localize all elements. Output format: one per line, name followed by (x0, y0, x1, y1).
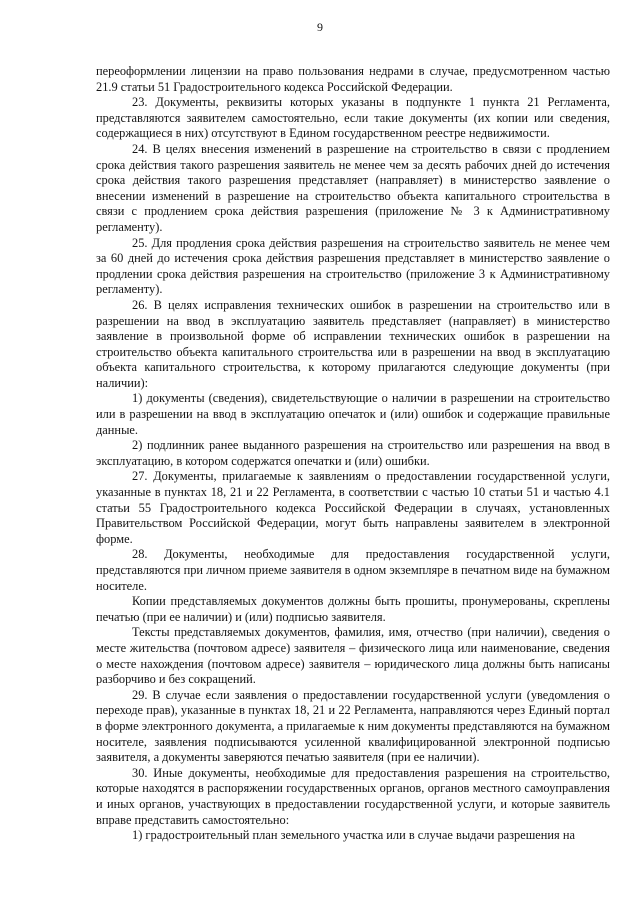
paragraph-23: 23. Документы, реквизиты которых указаны в подпункте 1 пункта 21 Регламента, представляются заявителем самостоятельно, если такие документы (их копии или сведения, содержащиеся в них) отсутствуют в Едином государственном реестре недвижимости. (96, 95, 610, 141)
paragraph-26-item-2: 2) подлинник ранее выданного разрешения на строительство или разрешения на ввод в эксплуатацию, в котором содержатся опечатки и (или) ошибки. (96, 438, 610, 468)
paragraph-continuation: переоформлении лицензии на право пользования недрами в случае, предусмотренном частью 21.9 статьи 51 Градостроительного кодекса Российской Федерации. (96, 64, 610, 94)
paragraph-copies: Копии представляемых документов должны быть прошиты, пронумерованы, скреплены печатью (при ее наличии) и (или) подписью заявителя. (96, 594, 610, 624)
paragraph-30: 30. Иные документы, необходимые для предоставления разрешения на строительство, которые находятся в распоряжении государственных органов, органов местного самоуправления и иных органов, участвующих в предоставлении государственной услуги, и которые заявитель вправе представить самостоятельно: (96, 765, 610, 827)
paragraph-29: 29. В случае если заявления о предоставлении государственной услуги (уведомления о переходе прав), указанные в пунктах 18, 21 и 22 Регламента, направляются через Единый портал в форме электронного документа, а прилагаемые к ним документы представляются на бумажном носителе, заявления подписываются усиленной квалифицированной электронной подписью заявителя, а документы заверяются печатью заявителя (при ее наличии). (96, 687, 610, 765)
page-number: 9 (317, 20, 323, 34)
paragraph-26-item-1: 1) документы (сведения), свидетельствующие о наличии в разрешении на строительство или в разрешении на ввод в эксплуатацию опечаток и (или) ошибок и содержащие правильные данные. (96, 391, 610, 437)
paragraph-texts: Тексты представляемых документов, фамилия, имя, отчество (при наличии), сведения о месте жительства (почтовом адресе) заявителя – физического лица или наименование, сведения о месте нахождения (почтовом адресе) заявителя – юридического лица должны быть написаны разборчиво и без сокращений. (96, 625, 610, 687)
paragraph-30-item-1: 1) градостроительный план земельного участка или в случае выдачи разрешения на (132, 828, 575, 843)
paragraph-25: 25. Для продления срока действия разрешения на строительство заявитель не менее чем за 60 дней до истечения срока действия разрешения представляет в министерство заявление о продлении срока действия разрешения на строительство (приложение 3 к Административному регламенту). (96, 235, 610, 297)
paragraph-28: 28. Документы, необходимые для предоставления государственной услуги, представляются при личном приеме заявителя в одном экземпляре в печатном виде на бумажном носителе. (96, 547, 610, 593)
document-body (96, 64, 610, 844)
paragraph-26: 26. В целях исправления технических ошибок в разрешении на строительство или в разрешении на ввод в эксплуатацию заявитель представляет (направляет) в министерство заявление в произвольной форме об исправлении технических ошибок в разрешении на строительство объекта капитального строительства или в разрешении на ввод в эксплуатацию объекта капитального строительства, к которому прилагаются следующие документы (при наличии): (96, 297, 610, 390)
paragraph-24: 24. В целях внесения изменений в разрешение на строительство в связи с продлением срока действия такого разрешения заявитель не менее чем за десять рабочих дней до истечения срока действия такого разрешения представляет (направляет) в министерство заявление о внесении изменений в разрешение на строительство объекта капитального строительства в связи с продлением срока действия разрешения (приложение № 3 к Административному регламенту). (96, 141, 610, 234)
paragraph-27: 27. Документы, прилагаемые к заявлениям о предоставлении государственной услуги, указанные в пунктах 18, 21 и 22 Регламента, в соответствии с частью 10 статьи 51 и частью 4.1 статьи 55 Градостроительного кодекса Российской Федерации в случаях, установленных Правительством Российской Федерации, могут быть направлены заявителем в электронной форме. (96, 469, 610, 546)
